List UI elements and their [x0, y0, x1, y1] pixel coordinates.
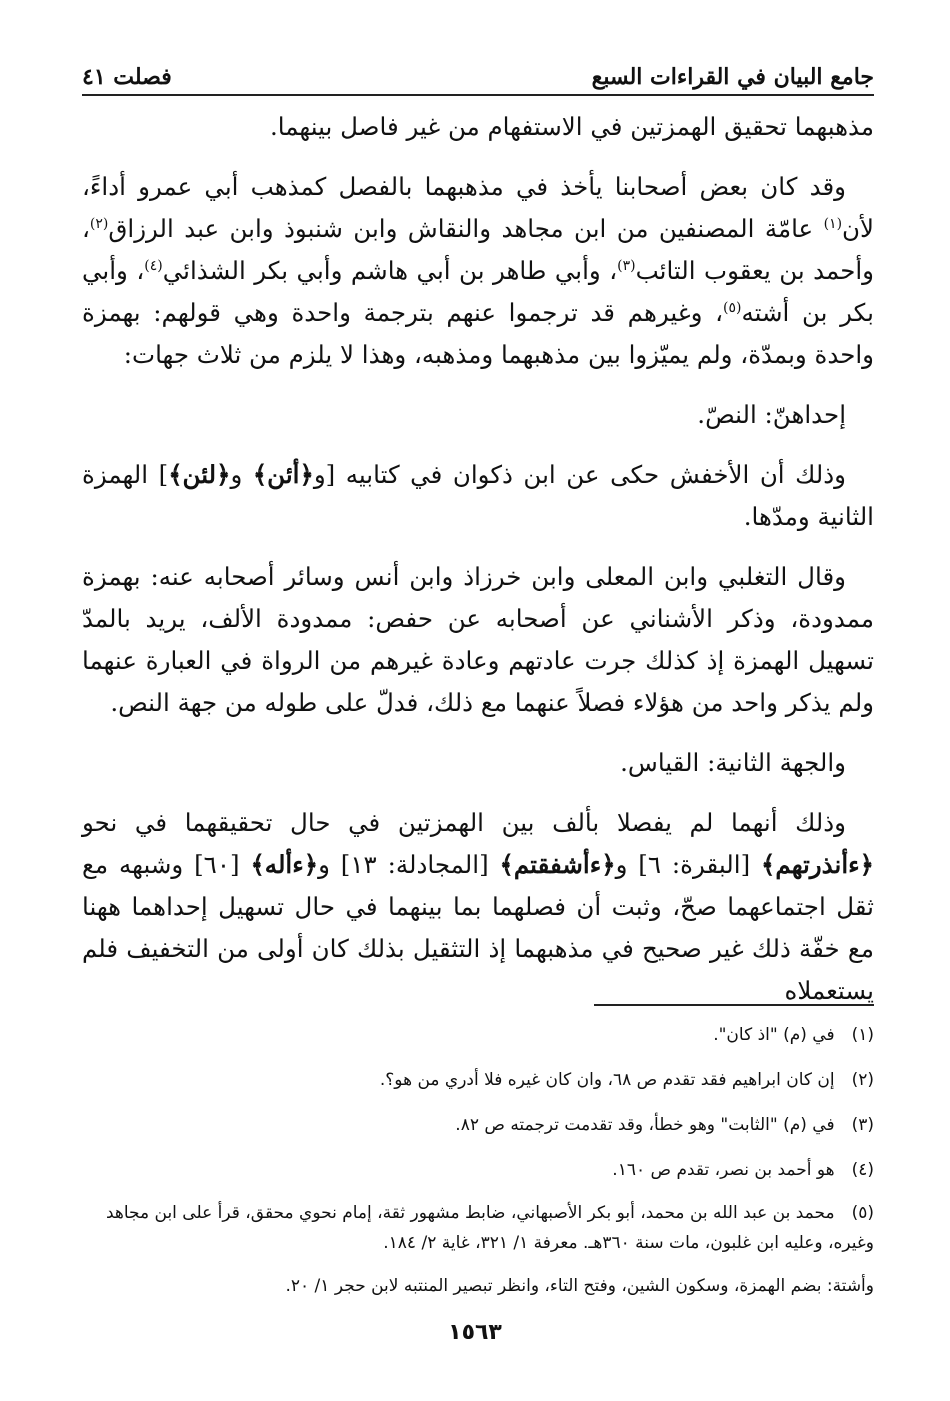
- footnote-ref-2: (٢): [89, 215, 109, 232]
- footnote-2: [82, 1063, 874, 1097]
- text-run: [المجادلة: ١٣] و: [318, 850, 500, 879]
- paragraph-4: [82, 454, 874, 538]
- page-number: ١٥٦٣: [448, 1320, 502, 1345]
- quran-word: ﴿ءأنذرتهم﴾: [761, 850, 874, 879]
- footnote-text: هو أحمد بن نصر، تقدم ص ١٦٠.: [612, 1160, 835, 1180]
- text-run: ، وأبي طاهر بن أبي هاشم وأبي بكر الشذائي: [162, 256, 618, 285]
- quran-word: ﴿ءأشفقتم﴾: [499, 850, 616, 879]
- paragraph-5: وقال التغلبي وابن المعلى وابن خرزاذ وابن أنس وسائر أصحابه عنه: بهمزة ممدودة، وذكر الأشناني عن أصحابه عن حفص: ممدودة الألف، يريد بالمدّ تسهيل الهمزة إذ كذلك جرت عادتهم وعادة غيرهم من الرواة في العبارة عنهما ولم يذكر واحد من هؤلاء فصلاً عنهما مع ذلك، فدلّ على طوله من جهة النص.: [82, 562, 874, 717]
- footnote-number: (٢): [851, 1070, 874, 1090]
- text-run: وقد كان بعض أصحابنا يأخذ في مذهبهما بالفصل كمذهب أبي عمرو أداءً، لأن: [82, 172, 874, 243]
- text-run: وذلك أنهما لم يفصلا بألف بين الهمزتين في حال تحقيقهما في نحو: [82, 808, 846, 837]
- footnote-text: في (م) "اذ كان".: [713, 1025, 835, 1045]
- footnote-4: [82, 1153, 874, 1187]
- text-run: ، وأحمد بن يعقوب التائب: [82, 214, 874, 285]
- footnote-number: (٤): [851, 1160, 874, 1180]
- footnote-5: [82, 1198, 874, 1258]
- quran-word: ﴿ءأله﴾: [250, 850, 319, 879]
- footnote-ref-5: (٥): [723, 299, 742, 316]
- quran-word: ﴿لئن﴾: [168, 460, 231, 489]
- section-label: فصلت ٤١: [82, 64, 172, 90]
- text-run: ] الهمزة الثانية ومدّها.: [82, 460, 874, 531]
- text-run: عامّة المصنفين من ابن مجاهد والنقاش وابن شنبوذ وابن عبد الرزاق: [108, 214, 824, 243]
- paragraph-1: مذهبهما تحقيق الهمزتين في الاستفهام من غير فاصل بينهما.: [270, 112, 874, 141]
- footnote-text: محمد بن عبد الله بن محمد، أبو بكر الأصبهاني، ضابط مشهور ثقة، إمام نحوي محقق، قرأ على ابن مجاهد وغيره، وعليه ابن غلبون، مات سنة ٣٦٠هـ. معرفة ١/ ٣٢١، غاية ٢/ ١٨٤.: [105, 1203, 874, 1253]
- footnote-text: إن كان ابراهيم فقد تقدم ص ٦٨، وان كان غيره فلا أدري من هو؟.: [379, 1070, 835, 1090]
- footnote-text: في (م) "الثابت" وهو خطأ، وقد تقدمت ترجمته ص ٨٢.: [455, 1115, 835, 1135]
- footnote-1: [82, 1018, 874, 1052]
- footnote-continuation: وأشتة: بضم الهمزة، وسكون الشين، وفتح التاء، وانظر تبصير المنتبه لابن حجر ١/ ٢٠.: [285, 1276, 874, 1296]
- paragraph-7: [82, 802, 874, 1012]
- quran-word: ﴿أئن﴾: [252, 460, 314, 489]
- footnote-divider: [594, 1004, 874, 1006]
- main-text: [82, 106, 874, 1030]
- text-run: [البقرة: ٦] و: [615, 850, 762, 879]
- text-run: ، وأبي بكر بن أشته: [82, 256, 874, 327]
- text-run: ، وغيرهم قد ترجموا عنهم بترجمة واحدة وهي قولهم: بهمزة واحدة وبمدّة، ولم يميّزوا بين مذهبهما ومذهبه، وهذا لا يلزم من ثلاث جهات:: [82, 298, 874, 369]
- footnote-3: [82, 1108, 874, 1142]
- running-head: [82, 44, 874, 96]
- text-run: و: [230, 460, 253, 489]
- text-run: [٦٠] وشبهه مع ثقل اجتماعهما صحّ، وثبت أن فصلهما بما بينهما في حال تسهيل إحداهما ههنا مع خفّة ذلك غير صحيح في مذهبهما إذ التثقيل بذلك كان أولى من التخفيف فلم يستعملاه: [82, 850, 874, 1005]
- footnotes: [82, 1018, 874, 1303]
- paragraph-2: [82, 166, 874, 376]
- paragraph-3: إحداهنّ: النصّ.: [697, 400, 846, 429]
- footnote-ref-4: (٤): [144, 257, 163, 274]
- footnote-ref-1: (١): [823, 215, 843, 232]
- footnote-number: (٣): [851, 1115, 874, 1135]
- paragraph-6: والجهة الثانية: القياس.: [620, 748, 846, 777]
- footnote-number: (١): [851, 1025, 874, 1045]
- book-title: جامع البيان في القراءات السبع: [591, 64, 874, 90]
- text-run: وذلك أن الأخفش حكى عن ابن ذكوان في كتابيه [و: [313, 460, 847, 489]
- footnote-number: (٥): [851, 1203, 874, 1223]
- footnote-ref-3: (٣): [617, 257, 636, 274]
